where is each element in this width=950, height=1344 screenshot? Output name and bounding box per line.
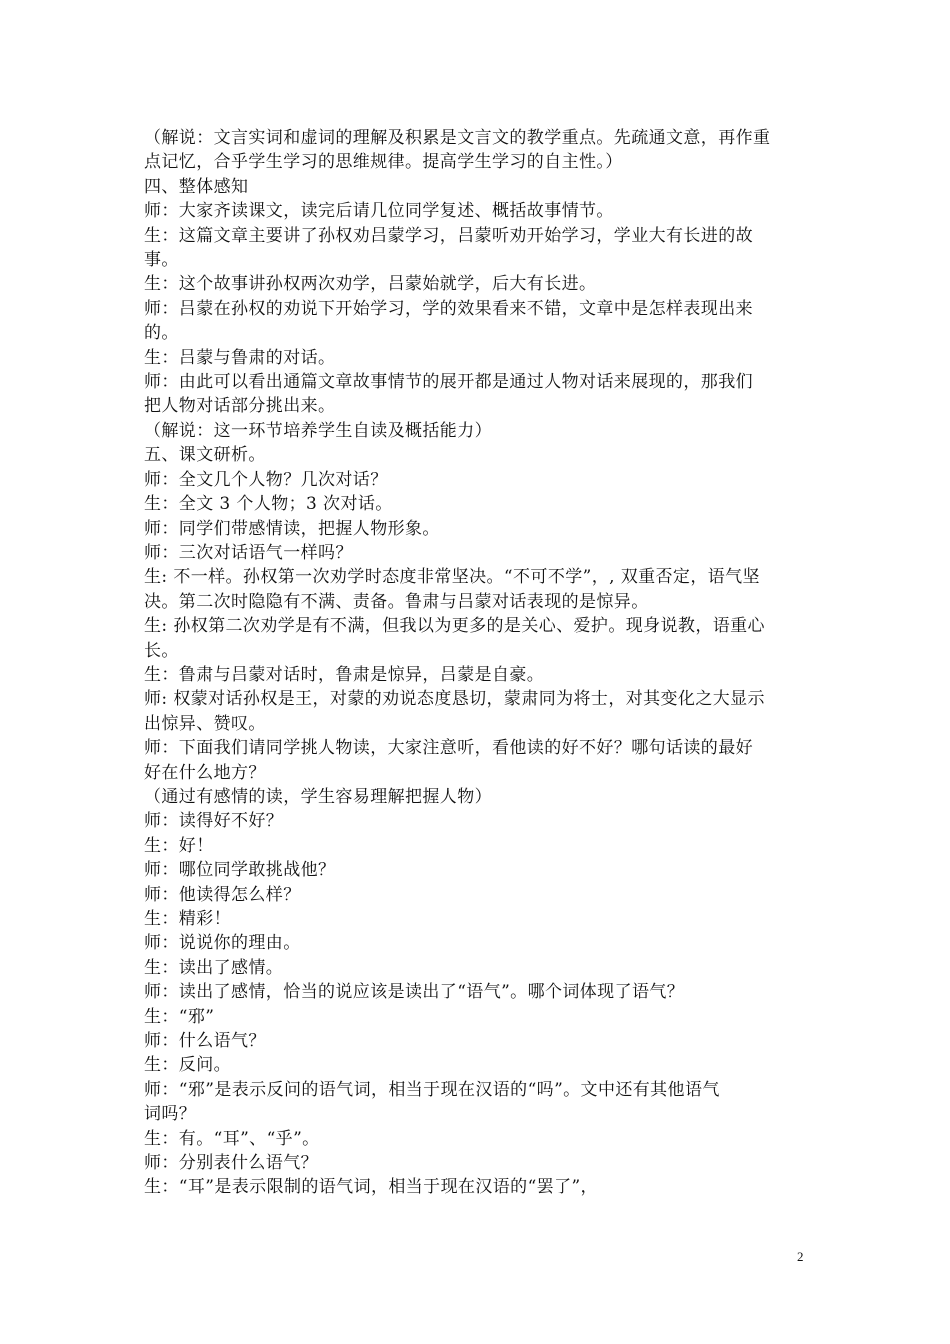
text-line: 决。第二次时隐隐有不满、责备。鲁肃与吕蒙对话表现的是惊异。 xyxy=(144,591,649,612)
text-line: 生：这篇文章主要讲了孙权劝吕蒙学习，吕蒙听劝开始学习，学业大有长进的故 xyxy=(144,225,753,246)
text-line: 师：读得好不好？ xyxy=(144,811,284,832)
text-line: 师：大家齐读课文，读完后请几位同学复述、概括故事情节。 xyxy=(144,201,614,222)
text-line: 四、整体感知 xyxy=(144,176,249,197)
text-line: 生：吕蒙与鲁肃的对话。 xyxy=(144,347,336,368)
text-line: 师：下面我们请同学挑人物读，大家注意听，看他读的好不好？哪句话读的最好 xyxy=(144,738,753,759)
text-line: 师：分别表什么语气？ xyxy=(144,1153,318,1174)
text-line: 把人物对话部分挑出来。 xyxy=(144,396,336,417)
text-line: 好在什么地方？ xyxy=(144,762,266,783)
text-line: 师：吕蒙在孙权的劝说下开始学习，学的效果看来不错，文章中是怎样表现出来 xyxy=(144,298,753,319)
text-line: 师：读出了感情，恰当的说应该是读出了“语气”。哪个词体现了语气？ xyxy=(144,982,685,1003)
text-line: 生：“邪” xyxy=(144,1006,215,1027)
text-line: 出惊异、赞叹。 xyxy=(144,713,266,734)
text-line: 生：鲁肃与吕蒙对话时，鲁肃是惊异，吕蒙是自豪。 xyxy=(144,664,545,685)
text-line: 师：“邪”是表示反问的语气词，相当于现在汉语的“吗”。文中还有其他语气 xyxy=(144,1079,720,1100)
text-line: 师：什么语气？ xyxy=(144,1031,266,1052)
text-line: 生：“耳”是表示限制的语气词，相当于现在汉语的“罢了”， xyxy=(144,1177,598,1198)
text-line: 词吗？ xyxy=(144,1104,197,1125)
text-line: （解说：这一环节培养学生自读及概括能力） xyxy=(144,420,492,441)
document-body xyxy=(144,126,814,1200)
text-line: 五、课文研析。 xyxy=(144,445,266,466)
text-line: 师: 权蒙对话孙权是王，对蒙的劝说态度恳切，蒙肃同为将士，对其变化之大显示 xyxy=(144,689,765,710)
text-line: 生: 不一样。孙权第一次劝学时态度非常坚决。“不可不学”，, 双重否定，语气坚 xyxy=(144,567,760,588)
text-line: 师：三次对话语气一样吗？ xyxy=(144,542,353,563)
text-line: 生: 孙权第二次劝学是有不满，但我以为更多的是关心、爱护。现身说教，语重心 xyxy=(144,616,765,637)
text-line: 师：哪位同学敢挑战他？ xyxy=(144,860,336,881)
text-line: 师：说说你的理由。 xyxy=(144,933,301,954)
text-line: 生：有。“耳”、“乎”。 xyxy=(144,1128,320,1149)
text-line: （通过有感情的读，学生容易理解把握人物） xyxy=(144,786,492,807)
text-line: （解说：文言实词和虚词的理解及积累是文言文的教学重点。先疏通文意，再作重 xyxy=(144,128,771,148)
text-line: 师：由此可以看出通篇文章故事情节的展开都是通过人物对话来展现的，那我们 xyxy=(144,372,753,393)
text-line: 的。 xyxy=(144,323,179,344)
text-line: 生：好！ xyxy=(144,835,214,856)
page-number: 2 xyxy=(797,1249,804,1264)
text-line: 师：全文几个人物？几次对话？ xyxy=(144,469,388,490)
text-line: 生：全文 3 个人物；3 次对话。 xyxy=(144,494,393,515)
text-line: 生：反问。 xyxy=(144,1055,231,1076)
text-line: 生：读出了感情。 xyxy=(144,957,284,978)
text-line: 师：同学们带感情读，把握人物形象。 xyxy=(144,518,440,539)
text-line: 生：这个故事讲孙权两次劝学，吕蒙始就学，后大有长进。 xyxy=(144,274,597,295)
text-line: 长。 xyxy=(144,640,179,661)
text-line: 事。 xyxy=(144,250,179,271)
text-line: 师：他读得怎么样？ xyxy=(144,884,301,905)
text-line: 点记忆，合乎学生学习的思维规律。提高学生学习的自主性。） xyxy=(144,152,623,173)
text-line: 生：精彩！ xyxy=(144,909,231,929)
